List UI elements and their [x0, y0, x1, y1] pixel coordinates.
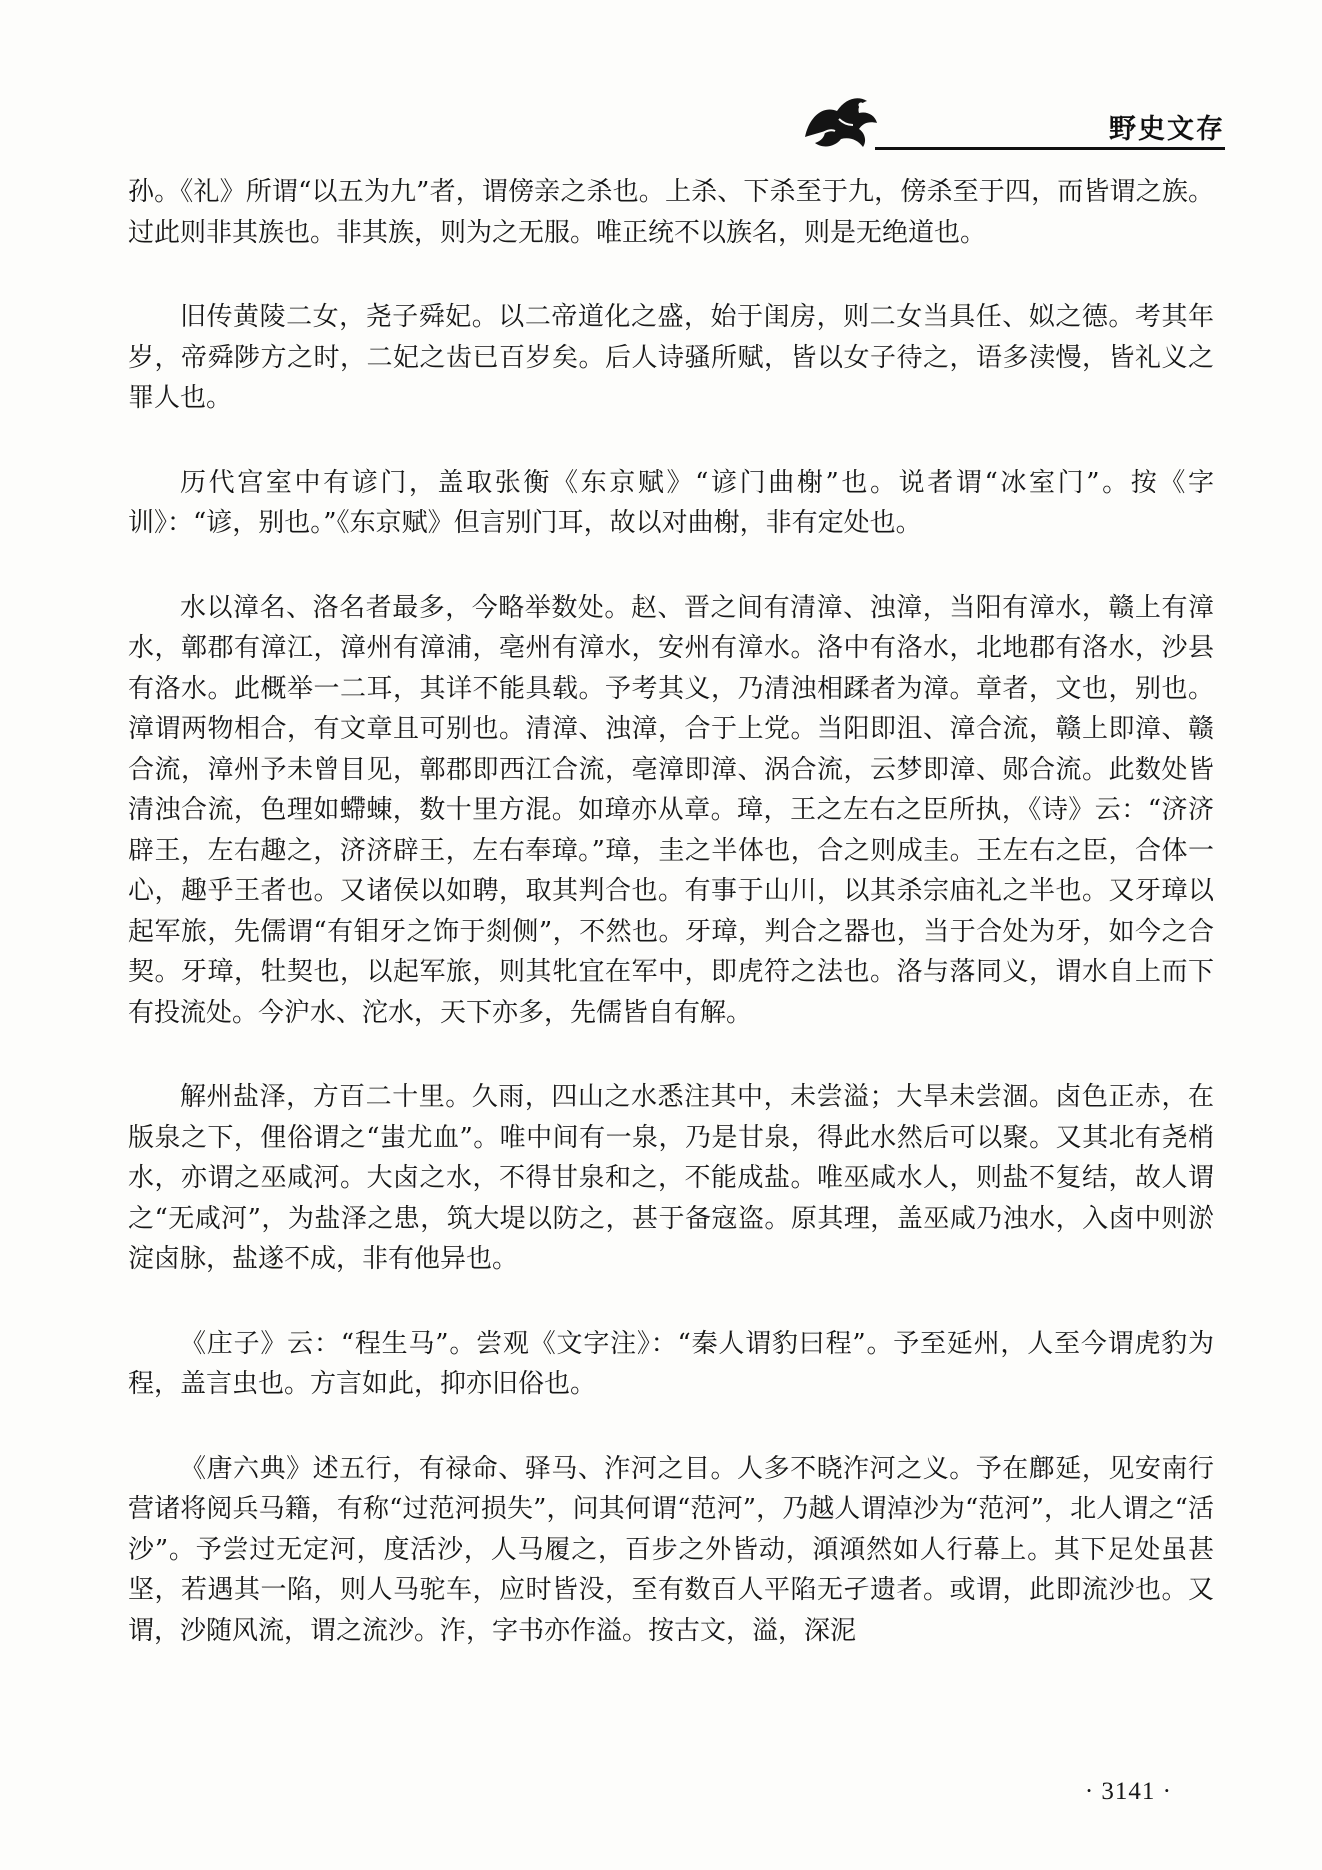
dragon-emblem-icon — [795, 85, 885, 155]
header-title: 野史文存 — [1109, 114, 1225, 145]
main-text — [128, 172, 1214, 1695]
paragraph: 解州盐泽，方百二十里。久雨，四山之水悉注其中，未尝溢；大旱未尝涸。卤色正赤，在版泉之下，俚俗谓之“蚩尤血”。唯中间有一泉，乃是甘泉，得此水然后可以聚。又其北有尧梢水，亦谓之巫咸河。大卤之水，不得甘泉和之，不能成盐。唯巫咸水人，则盐不复结，故人谓之“无咸河”，为盐泽之患，筑大堤以防之，甚于备寇盗。原其理，盖巫咸乃浊水，入卤中则淤淀卤脉，盐遂不成，非有他异也。 — [128, 1082, 1214, 1274]
running-header — [795, 85, 1225, 165]
paragraph: 《庄子》云：“程生马”。尝观《文字注》：“秦人谓豹曰程”。予至延州，人至今谓虎豹为程，盖言虫也。方言如此，抑亦旧俗也。 — [128, 1328, 1214, 1399]
header-rule — [875, 147, 1225, 150]
paragraph: 《唐六典》述五行，有禄命、驿马、泎河之目。人多不晓泎河之义。予在鄜延，见安南行营诸将阅兵马籍，有称“过范河损失”，问其何谓“范河”，乃越人谓淖沙为“范河”，北人谓之“活沙”。予尝过无定河，度活沙，人马履之，百步之外皆动，澒澒然如人行幕上。其下足处虽甚坚，若遇其一陷，则人马驼车，应时皆没，至有数百人平陷无孑遗者。或谓，此即流沙也。又谓，沙随风流，谓之流沙。泎，字书亦作溢。按古文，溢，深泥 — [128, 1453, 1214, 1646]
paragraph: 水以漳名、洛名者最多，今略举数处。赵、晋之间有清漳、浊漳，当阳有漳水，赣上有漳水，鄣郡有漳江，漳州有漳浦，亳州有漳水，安州有漳水。洛中有洛水，北地郡有洛水，沙县有洛水。此概举一二耳，其详不能具载。予考其义，乃清浊相蹂者为漳。章者，文也，别也。漳谓两物相合，有文章且可别也。清漳、浊漳，合于上党。当阳即沮、漳合流，赣上即漳、赣合流，漳州予未曾目见，鄣郡即西江合流，亳漳即漳、涡合流，云梦即漳、郧合流。此数处皆清浊合流，色理如螮蝀，数十里方混。如璋亦从章。璋，王之左右之臣所执，《诗》云：“济济辟王，左右趣之，济济辟王，左右奉璋。”璋，圭之半体也，合之则成圭。王左右之臣，合体一心，趣乎王者也。又诸侯以如聘，取其判合也。有事于山川，以其杀宗庙礼之半也。又牙璋以起军旅，先儒谓“有钼牙之饰于剡侧”，不然也。牙璋，判合之器也，当于合处为牙，如今之合契。牙璋，牡契也，以起军旅，则其牝宜在军中，即虎符之法也。洛与落同义，谓水自上而下有投流处。今沪水、沱水，天下亦多，先儒皆自有解。 — [128, 592, 1214, 1028]
paragraph: 历代宫室中有谚门，盖取张衡《东京赋》“谚门曲榭”也。说者谓“冰室门”。按《字训》：“谚，别也。”《东京赋》但言别门耳，故以对曲榭，非有定处也。 — [128, 467, 1214, 538]
page-number: · 3141 · — [1084, 1778, 1172, 1805]
paragraph: 旧传黄陵二女，尧子舜妃。以二帝道化之盛，始于闺房，则二女当具任、姒之德。考其年岁，帝舜陟方之时，二妃之齿已百岁矣。后人诗骚所赋，皆以女子待之，语多渎慢，皆礼义之罪人也。 — [128, 302, 1214, 413]
paragraph: 孙。《礼》所谓“以五为九”者，谓傍亲之杀也。上杀、下杀至于九，傍杀至于四，而皆谓之族。过此则非其族也。非其族，则为之无服。唯正统不以族名，则是无绝道也。 — [128, 177, 1214, 248]
